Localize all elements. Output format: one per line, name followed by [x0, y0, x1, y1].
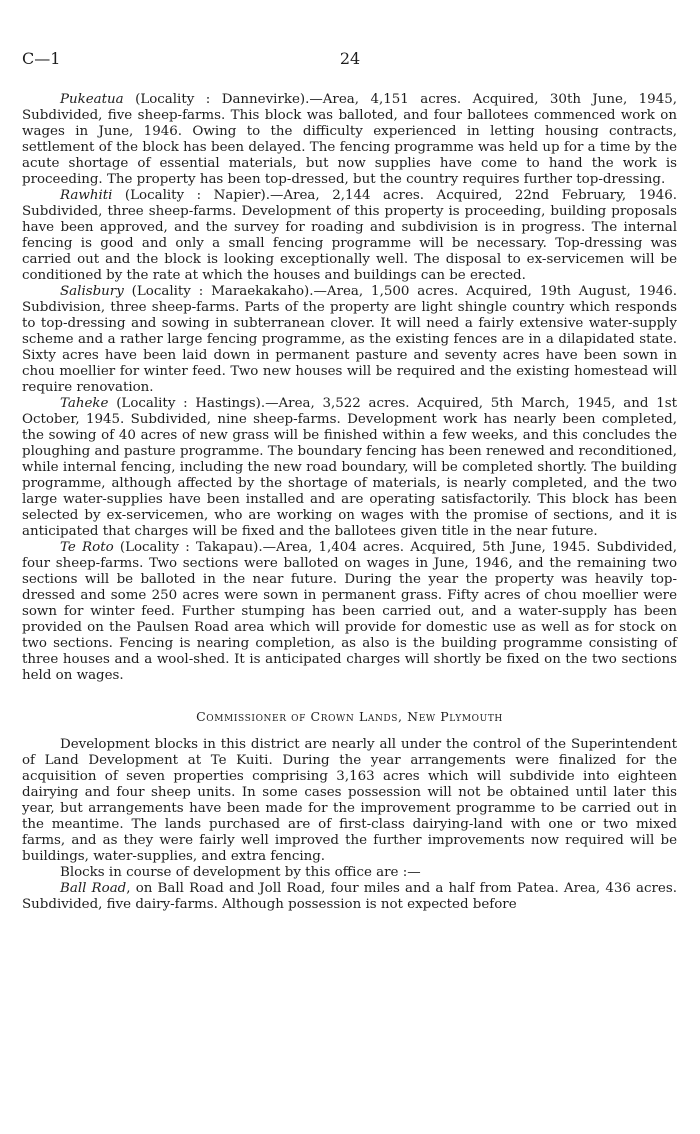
paragraph-text: (Locality : Maraekakaho).—Area, 1,500 acres. Acquired, 19th August, 1946. Subdivision, three sheep-farms. Parts of the property are light shingle country which responds to top-dressing and sowing in subterranean clover. It will need a fairly extensive water-supply scheme and a rather large fencing programme, as the existing fences are in a dilapidated state. Sixty acres have been laid down in permanent pasture and seventy acres have been sown in chou moellier for winter feed. Two new houses will be required and the existing homestead will require renovation.: [22, 284, 677, 395]
paragraph-blocks-in-development: [22, 865, 677, 881]
paragraph-rawhiti: [22, 188, 677, 284]
block-name: Salisbury: [60, 284, 124, 299]
paragraph-text: (Locality : Takapau).—Area, 1,404 acres. Acquired, 5th June, 1945. Subdivided, four sheep-farms. Two sections were balloted on wages in June, 1946, and the remaining two sections will be balloted in the near future. During the year the property was heavily top-dressed and some 250 acres were sown in permanent grass. Fifty acres of chou moellier were sown for winter feed. Further stumping has been carried out, and a water-supply has been provided on the Paulsen Road area which will provide for domestic use as well as for stock on two sections. Fencing is nearing completion, as also is the building programme consisting of three houses and a wool-shed. It is anticipated charges will shortly be fixed on the two sections held on wages.: [22, 540, 677, 683]
page-header: [22, 49, 678, 71]
paragraph-text: (Locality : Dannevirke).—Area, 4,151 acres. Acquired, 30th June, 1945, Subdivided, five sheep-farms. This block was balloted, and four ballotees commenced work on wages in June, 1946. Owing to the difficulty experienced in letting housing contracts, settlement of the block has been delayed. The fencing programme was held up for a time by the acute shortage of essential materials, but now supplies have come to hand the work is proceeding. The property has been top-dressed, but the country requires further top-dressing.: [22, 92, 677, 187]
paragraph-ball-road: [22, 881, 677, 913]
block-name: Ball Road: [60, 881, 127, 896]
paragraph-taheke: [22, 396, 677, 540]
page-number: 24: [339, 49, 361, 68]
paragraph-text: , on Ball Road and Joll Road, four miles and a half from Patea. Area, 436 acres. Subdivided, five dairy-farms. Although possession is not expected before: [22, 881, 677, 912]
paragraph-text: Development blocks in this district are nearly all under the control of the Superintendent of Land Development at Te Kuiti. During the year arrangements were finalized for the acquisition of seven properties comprising 3,163 acres which will subdivide into eighteen dairying and four sheep units. In some cases possession will not be obtained until later this year, but arrangements have been made for the improvement programme to be carried out in the meantime. The lands purchased are of first-class dairying-land with one or two mixed farms, and as they were fairly well improved the further improvements now required will be buildings, water-supplies, and extra fencing.: [22, 737, 677, 864]
section-heading-text: Commissioner of Crown Lands, New Plymouth: [196, 709, 503, 724]
paragraph-development-blocks: [22, 737, 677, 865]
block-name: Rawhiti: [60, 188, 113, 203]
paragraph-salisbury: [22, 284, 677, 396]
paragraph-text: Blocks in course of development by this office are :—: [60, 865, 421, 880]
paragraph-text: (Locality : Napier).—Area, 2,144 acres. Acquired, 22nd February, 1946. Subdivided, three sheep-farms. Development of this property is proceeding, building proposals have been approved, and the survey for roading and subdivision is in progress. The internal fencing is good and only a small fencing programme will be necessary. Top-dressing was carried out and the block is looking exceptionally well. The disposal to ex-servicemen will be conditioned by the rate at which the houses and buildings can be erected.: [22, 188, 677, 283]
paragraph-text: (Locality : Hastings).—Area, 3,522 acres. Acquired, 5th March, 1945, and 1st October, 1945. Subdivided, nine sheep-farms. Development work has nearly been completed, the sowing of 40 acres of new grass will be finished within a few weeks, and this concludes the ploughing and pasture programme. The boundary fencing has been renewed and reconditioned, while internal fencing, including the new road boundary, will be completed shortly. The building programme, although affected by the shortage of materials, is nearly completed, and the two large water-supplies have been installed and are operating satisfactorily. This block has been selected by ex-servicemen, who are working on wages with the promise of sections, and it is anticipated that charges will be fixed and the ballotees given title in the near future.: [22, 396, 677, 539]
block-name: Te Roto: [60, 540, 114, 555]
document-body: [22, 92, 677, 913]
document-code: C—1: [22, 49, 61, 68]
paragraph-pukeatua: [22, 92, 677, 188]
block-name: Pukeatua: [60, 92, 124, 107]
paragraph-te-roto: [22, 540, 677, 684]
block-name: Taheke: [60, 396, 109, 411]
section-heading: [22, 709, 677, 725]
